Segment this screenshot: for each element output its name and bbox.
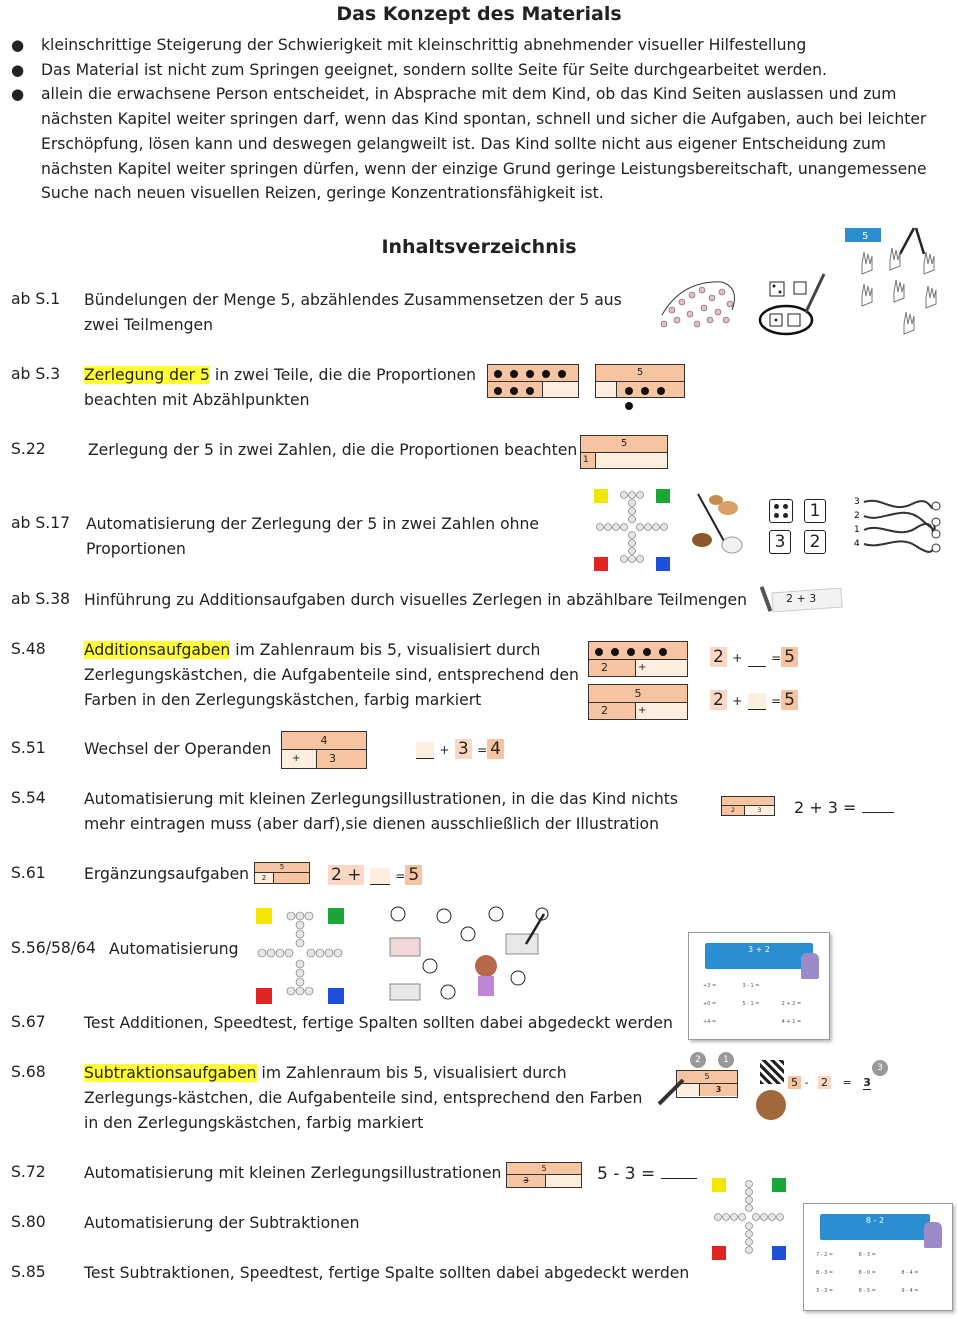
toc-title: Inhaltsverzeichnis xyxy=(381,236,577,258)
box-total-label: 4 xyxy=(282,732,366,750)
worksheet-item: 8 - 4 = xyxy=(901,1270,919,1276)
worksheet-title: 3 + 2 xyxy=(748,945,770,954)
complement-equation xyxy=(328,865,422,885)
addition-task xyxy=(794,798,894,817)
plus-sign: + xyxy=(732,651,743,665)
toc-page-ref: S.72 xyxy=(11,1163,46,1181)
counting-hands-illustration xyxy=(842,224,942,339)
small-partition-box xyxy=(254,862,310,884)
worksheet-item: 5 - 1 = xyxy=(742,1001,760,1007)
box-total-label: 5 xyxy=(589,685,687,703)
toc-entry-text: Zerlegung der 5 in zwei Zahlen, die die Proportionen beachten xyxy=(88,441,578,459)
bullet-text: kleinschrittige Steigerung der Schwierigkeit mit kleinschrittig abnehmender visueller Hilfestellung xyxy=(41,36,807,54)
counting-dot xyxy=(494,370,502,378)
dot-partition-box xyxy=(487,364,579,398)
operand: 2 xyxy=(710,647,727,667)
minus-sign: - xyxy=(804,1076,809,1089)
step-badge: 3 xyxy=(872,1060,888,1076)
dice-number-cards xyxy=(768,498,828,556)
box-part-label: 2 xyxy=(255,873,274,883)
task-expression: 5 - 3 = xyxy=(597,1164,656,1184)
toc-page-ref: S.48 xyxy=(11,640,46,658)
board-game-illustration xyxy=(710,1176,788,1262)
toc-entry-text: Test Additionen, Speedtest, fertige Spalten sollten dabei abgedeckt werden xyxy=(84,1014,673,1032)
subtraction-task xyxy=(597,1164,697,1184)
highlighted-term: Subtraktionsaufgaben xyxy=(84,1064,257,1082)
worksheet-items xyxy=(816,1252,944,1294)
result: 5 xyxy=(781,690,798,710)
wizard-figure xyxy=(801,953,819,979)
counting-dot xyxy=(542,370,550,378)
answer-blank xyxy=(661,1164,697,1179)
worksheet-item: 2 + 2 = xyxy=(781,1001,802,1007)
operand: 2 xyxy=(710,690,727,710)
worksheet-item: +0 = xyxy=(703,1001,717,1007)
toc-page-ref: ab S.3 xyxy=(11,365,61,383)
wizard-figure xyxy=(924,1222,942,1248)
step-badge: 2 xyxy=(690,1052,706,1068)
toc-entry-text: Bündelungen der Menge 5, abzählendes Zusammensetzen der 5 aus zwei Teilmengen xyxy=(84,291,622,334)
toc-page-ref: S.61 xyxy=(11,864,46,882)
result: 5 xyxy=(405,865,422,885)
flag-number: 5 xyxy=(862,231,869,242)
answer-blank xyxy=(416,742,434,759)
small-partition-box xyxy=(721,796,775,816)
box-part-label: 1 xyxy=(581,453,596,468)
worksheet-item: 8 - 0 = xyxy=(858,1270,876,1276)
toc-page-ref: S.54 xyxy=(11,789,46,807)
worksheet-item: 9 - 4 = xyxy=(901,1288,919,1294)
bullet-text: Das Material ist nicht zum Springen geeignet, sondern sollte Seite für Seite durchgearbeitet werden. xyxy=(41,60,827,79)
board-game-illustration xyxy=(592,487,672,573)
subtrahend: 2 xyxy=(818,1076,831,1089)
minuend: 5 xyxy=(788,1076,801,1089)
toc-page-ref: S.22 xyxy=(11,440,46,458)
addition-worksheet-thumbnail xyxy=(688,932,830,1040)
toc-page-ref: S.56/58/64 xyxy=(11,939,96,957)
worksheet-item xyxy=(742,1019,781,1025)
toc-entry-rest: im Zahlenraum bis 5, visualisiert durch Zerlegungskästchen, die Aufgabenteile sind, entsprechend den Farben in den Zerlegungskästchen, farbig markiert xyxy=(84,641,579,709)
addition-partition-box-numbers xyxy=(588,684,688,720)
worksheet-title: 8 - 2 xyxy=(865,1216,885,1225)
board-game-illustration xyxy=(254,906,346,1006)
highlighted-term: Zerlegung der 5 xyxy=(84,366,210,384)
toc-entry-text: Automatisierung mit kleinen Zerlegungsillustrationen xyxy=(84,1164,502,1182)
bullet-item xyxy=(10,82,955,206)
subtraction-worksheet-thumbnail xyxy=(803,1203,953,1311)
addition-expression: 2 + 3 xyxy=(786,592,817,605)
worksheet-item: 7 - 2 = xyxy=(816,1252,834,1258)
equals-sign: = xyxy=(842,1076,852,1089)
flower-bundle-illustration xyxy=(652,270,744,332)
toc-entry-text: Hinführung zu Additionsaufgaben durch visuelles Zerlegen in abzählbare Teilmengen xyxy=(84,591,748,609)
dot-partition-box-labeled xyxy=(595,364,685,398)
operand: 2 + xyxy=(328,865,364,885)
worksheet-item: 4 + 1 = xyxy=(781,1019,802,1025)
worksheet-item: +3 = xyxy=(703,983,717,989)
toc-entry-rest: im Zahlenraum bis 5, visualisiert durch Zerlegungs-kästchen, die Aufgabenteile sind, entsprechend den Farben in den Zerlegungskästchen, farbig markiert xyxy=(84,1064,643,1132)
plus-sign: + xyxy=(732,694,743,708)
toc-page-ref: S.80 xyxy=(11,1213,46,1231)
equals-sign: = xyxy=(771,694,782,708)
page-title: Das Konzept des Materials xyxy=(336,3,622,25)
bullet-icon: ● xyxy=(11,36,25,54)
worksheet-item: +4 = xyxy=(703,1019,717,1025)
highlighted-term: Additionsaufgaben xyxy=(84,641,231,659)
concept-bullet-list xyxy=(10,33,955,206)
task-expression: 2 + 3 = xyxy=(794,798,857,817)
box-part-label: 2 xyxy=(589,660,636,676)
dogs-illustration xyxy=(688,490,746,562)
number-card: 2 xyxy=(804,530,826,554)
counting-dot xyxy=(510,370,518,378)
bullet-text: allein die erwachsene Person entscheidet, in Absprache mit dem Kind, ob das Kind Seiten auslassen und zum nächsten Kapitel weiter springen darf, wenn das Kind spontan, schnell und sicher die Aufgaben, auch bei leichter Erschöpfung, lösen kann und deswegen gelangweilt ist. Das Kind sollte nicht aus eigener Entscheidung zum nächsten Kapitel weiter springen dürfen, wenn der einzige Grund geringe Leistungsbereitschaft, unangemessene Suche nach neuen visuellen Reizen, geringe Konzentrationsfähigkeit ist. xyxy=(41,85,927,203)
bullet-item xyxy=(10,58,955,83)
box-part-label: 3 xyxy=(317,750,366,768)
bullet-item xyxy=(10,33,955,58)
maze-number: 3 xyxy=(854,497,860,507)
counting-dot xyxy=(558,370,566,378)
box-part-label: 3 xyxy=(507,1175,546,1187)
addition-partition-box-dots xyxy=(588,641,688,677)
toc-page-ref: S.85 xyxy=(11,1263,46,1281)
small-subtraction-box xyxy=(506,1162,582,1188)
plus-icon: + xyxy=(636,703,687,719)
toc-entry-rest: in zwei Teile, die die Proportionen beachten mit Abzählpunkten xyxy=(84,366,477,409)
worksheet-item: 6 - 3 = xyxy=(858,1252,876,1258)
worksheet-item: 3 - 3 = xyxy=(816,1288,834,1294)
toc-entry-text xyxy=(84,363,479,413)
qr-code-icon xyxy=(760,1060,784,1084)
die-icon xyxy=(769,499,793,523)
toc-page-ref: ab S.1 xyxy=(11,290,61,308)
result: 4 xyxy=(487,739,504,759)
difference: 3 xyxy=(863,1076,871,1089)
dot-row-top xyxy=(488,365,578,382)
addition-equation xyxy=(710,647,798,667)
answer-blank xyxy=(862,798,894,813)
counting-dot xyxy=(526,370,534,378)
pen-addition-illustration xyxy=(760,584,842,614)
plus-icon: + xyxy=(636,660,687,676)
equals-sign: = xyxy=(477,743,488,757)
subtraction-illustration xyxy=(652,1052,892,1132)
bullet-icon: ● xyxy=(11,60,25,79)
toc-entry-text: Wechsel der Operanden xyxy=(84,740,272,758)
toc-entry-text: Automatisierung mit kleinen Zerlegungsillustrationen, in die das Kind nichts mehr eintragen muss (aber darf),sie dienen ausschließlich der Illustration xyxy=(84,790,679,833)
subtraction-equation xyxy=(788,1076,871,1089)
toc-page-ref: S.68 xyxy=(11,1063,46,1081)
toc-page-ref: S.67 xyxy=(11,1013,46,1031)
worksheet-item: 8 - 5 = xyxy=(858,1288,876,1294)
plus-icon: + xyxy=(282,750,317,768)
box-part-label: 2 xyxy=(722,806,745,815)
equals-sign: = xyxy=(395,869,406,883)
box-total-label: 5 xyxy=(507,1163,581,1175)
pen-icon xyxy=(760,586,773,612)
soccer-kids-illustration xyxy=(386,904,550,1004)
worksheet-item: 3 - 1 = xyxy=(742,983,760,989)
box-part-label: 2 xyxy=(589,703,636,719)
plus-sign: + xyxy=(439,743,450,757)
step-badge: 1 xyxy=(718,1052,734,1068)
box-part-label: 3 xyxy=(745,806,774,815)
maze-number: 2 xyxy=(854,511,860,521)
worksheet-items xyxy=(703,983,821,1025)
operand-swap-box xyxy=(281,731,367,769)
result: 5 xyxy=(781,647,798,667)
maze-illustration xyxy=(852,494,942,554)
toc-entry-text: Automatisierung xyxy=(109,940,239,958)
toc-page-ref: ab S.17 xyxy=(11,514,71,532)
answer-blank xyxy=(370,868,390,885)
dice-circle-illustration xyxy=(756,272,828,338)
subtraction-partition-box xyxy=(676,1070,738,1098)
worksheet-item: 8 - 3 = xyxy=(816,1270,834,1276)
number-card: 3 xyxy=(769,530,791,554)
maze-number: 1 xyxy=(854,525,860,535)
toc-page-ref: ab S.38 xyxy=(11,590,71,608)
bear-figure xyxy=(756,1090,786,1120)
toc-page-ref: S.51 xyxy=(11,739,46,757)
answer-blank xyxy=(748,693,766,710)
worksheet-item xyxy=(782,983,821,989)
box-total-label: 5 xyxy=(596,365,684,382)
toc-entry-text xyxy=(84,1061,656,1136)
number-card: 1 xyxy=(804,499,826,523)
maze-number: 4 xyxy=(854,539,860,549)
worksheet-banner xyxy=(820,1214,930,1240)
operand: 3 xyxy=(455,739,472,759)
box-total-label: 5 xyxy=(581,436,667,453)
box-total-label: 5 xyxy=(677,1071,737,1084)
toc-entry-text: Ergänzungsaufgaben xyxy=(84,865,250,883)
box-part-label: 3 xyxy=(700,1084,737,1096)
toc-entry-text xyxy=(84,638,579,713)
bullet-icon: ● xyxy=(11,85,25,104)
swap-equation xyxy=(416,739,504,759)
addition-equation xyxy=(710,690,798,710)
box-total-label: 5 xyxy=(255,863,309,873)
toc-entry-text: Automatisierung der Subtraktionen xyxy=(84,1214,360,1232)
toc-entry-text: Test Subtraktionen, Speedtest, fertige Spalte sollten dabei abgedeckt werden xyxy=(84,1264,690,1282)
worksheet-item xyxy=(901,1252,944,1258)
worksheet-banner xyxy=(705,943,813,969)
equals-sign: = xyxy=(771,651,782,665)
number-partition-box xyxy=(580,435,668,469)
toc-entry-text: Automatisierung der Zerlegung der 5 in zwei Zahlen ohne Proportionen xyxy=(86,515,539,558)
answer-blank xyxy=(748,650,766,667)
dot-row-bottom xyxy=(488,382,578,397)
